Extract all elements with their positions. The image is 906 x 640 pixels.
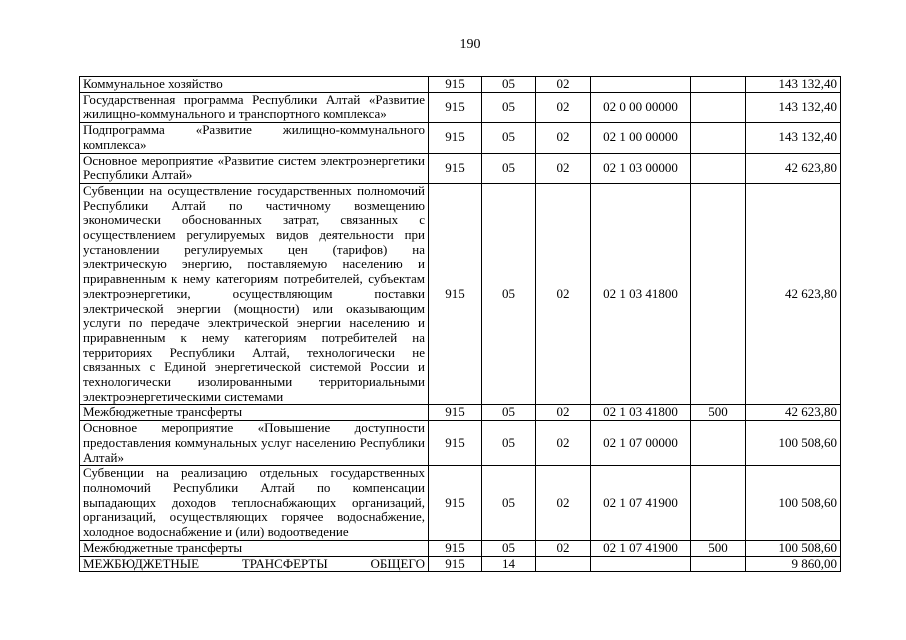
cell-subsection-code: 02 xyxy=(536,123,591,153)
cell-description: Основное мероприятие «Повышение доступности предоставления коммунальных услуг населению Республики Алтай» xyxy=(80,421,429,466)
cell-subsection-code: 02 xyxy=(536,77,591,93)
cell-amount: 42 623,80 xyxy=(746,405,841,421)
cell-description: Государственная программа Республики Алтай «Развитие жилищно-коммунального и транспортного комплекса» xyxy=(80,92,429,122)
cell-expense-type xyxy=(691,556,746,572)
cell-amount: 100 508,60 xyxy=(746,466,841,541)
cell-target-article: 02 1 07 41900 xyxy=(591,540,691,556)
cell-department-code: 915 xyxy=(429,540,482,556)
cell-department-code: 915 xyxy=(429,405,482,421)
table-row xyxy=(80,153,841,183)
cell-department-code: 915 xyxy=(429,92,482,122)
cell-department-code: 915 xyxy=(429,77,482,93)
cell-amount: 100 508,60 xyxy=(746,540,841,556)
cell-section-code: 05 xyxy=(482,123,536,153)
cell-target-article: 02 0 00 00000 xyxy=(591,92,691,122)
table-row xyxy=(80,540,841,556)
cell-target-article: 02 1 07 00000 xyxy=(591,421,691,466)
cell-department-code: 915 xyxy=(429,421,482,466)
cell-description: Подпрограмма «Развитие жилищно-коммунального комплекса» xyxy=(80,123,429,153)
cell-expense-type: 500 xyxy=(691,540,746,556)
cell-department-code: 915 xyxy=(429,556,482,572)
cell-section-code: 05 xyxy=(482,405,536,421)
cell-description: Основное мероприятие «Развитие систем электроэнергетики Республики Алтай» xyxy=(80,153,429,183)
table-row xyxy=(80,421,841,466)
cell-department-code: 915 xyxy=(429,153,482,183)
table-row xyxy=(80,92,841,122)
cell-description: Коммунальное хозяйство xyxy=(80,77,429,93)
cell-section-code: 05 xyxy=(482,421,536,466)
cell-amount: 143 132,40 xyxy=(746,123,841,153)
cell-expense-type xyxy=(691,123,746,153)
cell-amount: 143 132,40 xyxy=(746,92,841,122)
cell-amount: 100 508,60 xyxy=(746,421,841,466)
cell-expense-type xyxy=(691,421,746,466)
cell-description: Межбюджетные трансферты xyxy=(80,405,429,421)
cell-description: Субвенции на реализацию отдельных государственных полномочий Республики Алтай по компенсации выпадающих доходов теплоснабжающих организаций, организаций, осуществляющих горячее водоснабжение, холодное водоснабжение и (или) водоотведение xyxy=(80,466,429,541)
table-row xyxy=(80,183,841,405)
cell-department-code: 915 xyxy=(429,183,482,405)
cell-description: МЕЖБЮДЖЕТНЫЕ ТРАНСФЕРТЫ ОБЩЕГО xyxy=(80,556,429,572)
cell-section-code: 05 xyxy=(482,540,536,556)
cell-target-article: 02 1 03 00000 xyxy=(591,153,691,183)
cell-department-code: 915 xyxy=(429,466,482,541)
cell-subsection-code: 02 xyxy=(536,540,591,556)
cell-expense-type xyxy=(691,153,746,183)
cell-section-code: 14 xyxy=(482,556,536,572)
cell-department-code: 915 xyxy=(429,123,482,153)
cell-amount: 9 860,00 xyxy=(746,556,841,572)
budget-table-body xyxy=(80,77,841,572)
cell-section-code: 05 xyxy=(482,466,536,541)
table-row xyxy=(80,466,841,541)
cell-section-code: 05 xyxy=(482,183,536,405)
table-row xyxy=(80,77,841,93)
cell-target-article xyxy=(591,77,691,93)
cell-subsection-code: 02 xyxy=(536,92,591,122)
cell-target-article xyxy=(591,556,691,572)
cell-expense-type xyxy=(691,92,746,122)
cell-section-code: 05 xyxy=(482,92,536,122)
cell-expense-type xyxy=(691,466,746,541)
cell-amount: 42 623,80 xyxy=(746,153,841,183)
cell-target-article: 02 1 03 41800 xyxy=(591,183,691,405)
cell-amount: 143 132,40 xyxy=(746,77,841,93)
cell-target-article: 02 1 03 41800 xyxy=(591,405,691,421)
cell-subsection-code: 02 xyxy=(536,153,591,183)
cell-description: Субвенции на осуществление государственных полномочий Республики Алтай по частичному возмещению экономически обоснованных затрат, связанных с осуществлением регулируемых видов деятельности при установлении регулируемых цен (тарифов) на электрическую энергию, поставляемую населению и приравненным к нему категориям потребителей, субъектам электроэнергетики, осуществляющим поставки электрической энергии (мощности) или оказывающим услуги по передаче электрической энергии населению и приравненным к нему категориям потребителей на территориях Республики Алтай, технологически не связанных с Единой энергетической системой России и технологически изолированными территориальными электроэнергетическими системами xyxy=(80,183,429,405)
cell-description: Межбюджетные трансферты xyxy=(80,540,429,556)
cell-expense-type: 500 xyxy=(691,405,746,421)
cell-section-code: 05 xyxy=(482,153,536,183)
cell-expense-type xyxy=(691,183,746,405)
cell-subsection-code: 02 xyxy=(536,405,591,421)
cell-amount: 42 623,80 xyxy=(746,183,841,405)
budget-table xyxy=(79,76,841,572)
cell-section-code: 05 xyxy=(482,77,536,93)
page-number: 190 xyxy=(459,37,481,52)
cell-subsection-code: 02 xyxy=(536,421,591,466)
table-row xyxy=(80,405,841,421)
cell-target-article: 02 1 00 00000 xyxy=(591,123,691,153)
table-row xyxy=(80,123,841,153)
table-row xyxy=(80,556,841,572)
cell-subsection-code xyxy=(536,556,591,572)
cell-subsection-code: 02 xyxy=(536,183,591,405)
cell-subsection-code: 02 xyxy=(536,466,591,541)
cell-target-article: 02 1 07 41900 xyxy=(591,466,691,541)
cell-expense-type xyxy=(691,77,746,93)
